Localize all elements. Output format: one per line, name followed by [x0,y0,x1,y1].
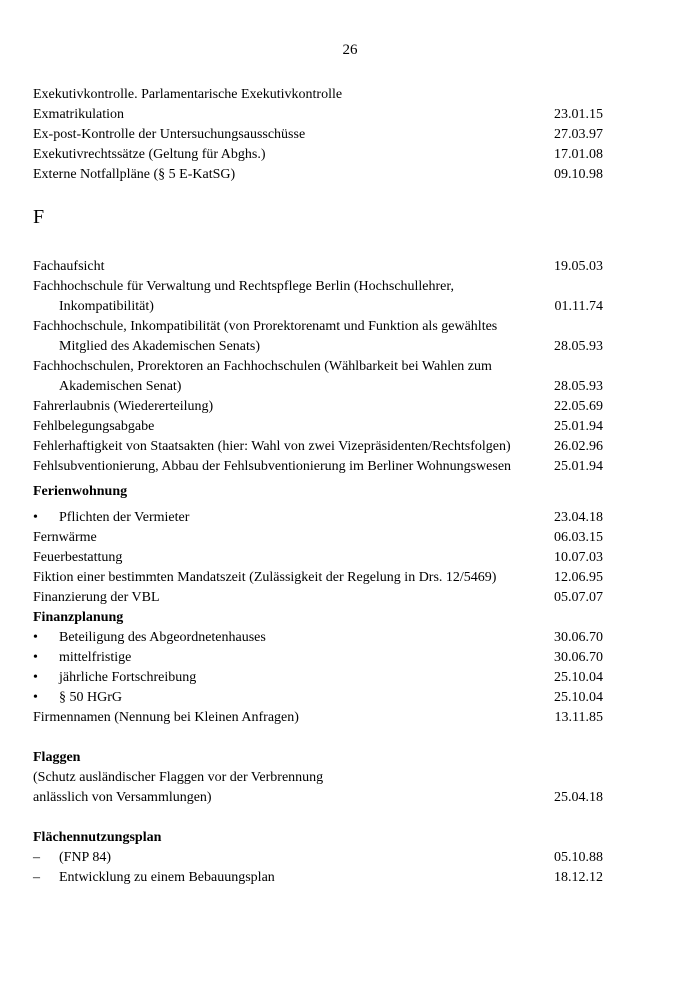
entry-text: Fehlsubventionierung, Abbau der Fehlsubventionierung im Berliner Wohnungswesen [33,459,512,474]
entry-text: mittelfristige [59,650,132,665]
bullet-item [33,628,603,648]
index-entry [33,145,603,165]
index-entry [33,588,603,608]
entry-text: Ex-post-Kontrolle der Untersuchungsausschüsse [33,127,306,142]
entry-text: Fachhochschule, Inkompatibilität (von Prorektorenamt und Funktion als gewähltes [33,319,498,334]
index-entry [33,125,603,145]
index-entry [33,257,603,277]
entry-date: 18.12.12 [554,870,603,885]
entry-text: Fiktion einer bestimmten Mandatszeit (Zulässigkeit der Regelung in Drs. 12/5469) [33,570,497,585]
entry-date: 06.03.15 [554,530,603,545]
entry-date: 25.04.18 [554,790,603,805]
entry-date: 17.01.08 [554,147,603,162]
entry-text: Fachhochschulen, Prorektoren an Fachhochschulen (Wählbarkeit bei Wahlen zum [33,359,492,374]
index-entry [33,165,603,185]
subheading-finanzplanung: Finanzplanung [33,610,124,625]
entry-text: Fachaufsicht [33,259,105,274]
entry-text-continued: Akademischen Senat) [59,379,182,394]
entry-text: Exmatrikulation [33,107,124,122]
entry-text: Fernwärme [33,530,97,545]
bullet-item [33,508,603,528]
index-entry [33,85,603,105]
index-entry [33,528,603,548]
index-entry [33,317,603,357]
subheading-flaggen: Flaggen [33,750,81,765]
entry-text: Exekutivrechtssätze (Geltung für Abghs.) [33,147,266,162]
entry-text-continued: Mitglied des Akademischen Senats) [59,339,261,354]
entry-date: 30.06.70 [554,650,603,665]
bullet-item [33,668,603,688]
entry-date: 01.11.74 [554,299,603,314]
entry-text: Finanzierung der VBL [33,590,160,605]
entry-date: 25.10.04 [554,690,603,705]
entry-text: Entwicklung zu einem Bebauungsplan [59,870,275,885]
entry-text: Pflichten der Vermieter [59,510,190,525]
entry-text: Firmennamen (Nennung bei Kleinen Anfragen) [33,710,299,725]
entry-text: Feuerbestattung [33,550,123,565]
entry-date: 25.10.04 [554,670,603,685]
entry-text: Fachhochschule für Verwaltung und Rechtspflege Berlin (Hochschullehrer, [33,279,454,294]
entry-date: 19.05.03 [554,259,603,274]
section-letter: F [33,206,45,228]
index-entry [33,768,603,788]
entry-date: 30.06.70 [554,630,603,645]
entry-text: (Schutz ausländischer Flaggen vor der Verbrennung [33,770,324,785]
subheading-flaechennutzungsplan: Flächennutzungsplan [33,830,162,845]
entry-date: 28.05.93 [554,379,603,394]
index-entry [33,568,603,588]
entry-date: 12.06.95 [554,570,603,585]
entry-date: 25.01.94 [554,419,603,434]
index-entry [33,357,603,397]
entry-date: 23.01.15 [554,107,603,122]
entry-date: 09.10.98 [554,167,603,182]
bullet: • [33,630,38,645]
entry-text: Fehlbelegungsabgabe [33,419,155,434]
entry-date: 22.05.69 [554,399,603,414]
entry-date: 05.07.07 [554,590,603,605]
entry-date: 13.11.85 [554,710,603,725]
bullet: • [33,670,38,685]
entry-text: Exekutivkontrolle. Parlamentarische Exekutivkontrolle [33,87,343,102]
entry-text: Externe Notfallpläne (§ 5 E-KatSG) [33,167,236,182]
index-content [33,85,603,888]
entry-date: 26.02.96 [554,439,603,454]
entry-date: 27.03.97 [554,127,603,142]
entry-text: (FNP 84) [59,850,111,865]
bullet: • [33,650,38,665]
index-entry [33,397,603,417]
index-entry [33,417,603,437]
entry-text: § 50 HGrG [59,690,122,705]
entry-date: 23.04.18 [554,510,603,525]
index-entry [33,788,603,808]
subheading-ferienwohnung: Ferienwohnung [33,484,128,499]
index-entry [33,277,603,317]
entry-text: Fahrerlaubnis (Wiedererteilung) [33,399,214,414]
index-entry [33,457,603,477]
entry-text: jährliche Fortschreibung [59,670,197,685]
index-entry [33,105,603,125]
index-entry [33,548,603,568]
entry-text-continued: Inkompatibilität) [59,299,154,314]
dash: – [33,850,40,865]
index-entry [33,437,603,457]
entry-text: Beteiligung des Abgeordnetenhauses [59,630,266,645]
bullet: • [33,690,38,705]
entry-date: 05.10.88 [554,850,603,865]
dash-item [33,868,603,888]
entry-date: 25.01.94 [554,459,603,474]
dash: – [33,870,40,885]
bullet: • [33,510,38,525]
index-entry [33,708,603,728]
entry-date: 28.05.93 [554,339,603,354]
entry-text: anlässlich von Versammlungen) [33,790,212,805]
bullet-item [33,648,603,668]
bullet-item [33,688,603,708]
entry-date: 10.07.03 [554,550,603,565]
entry-text: Fehlerhaftigkeit von Staatsakten (hier: Wahl von zwei Vizepräsidenten/Rechtsfolgen) [33,439,511,454]
page-number: 26 [342,42,358,58]
dash-item [33,848,603,868]
